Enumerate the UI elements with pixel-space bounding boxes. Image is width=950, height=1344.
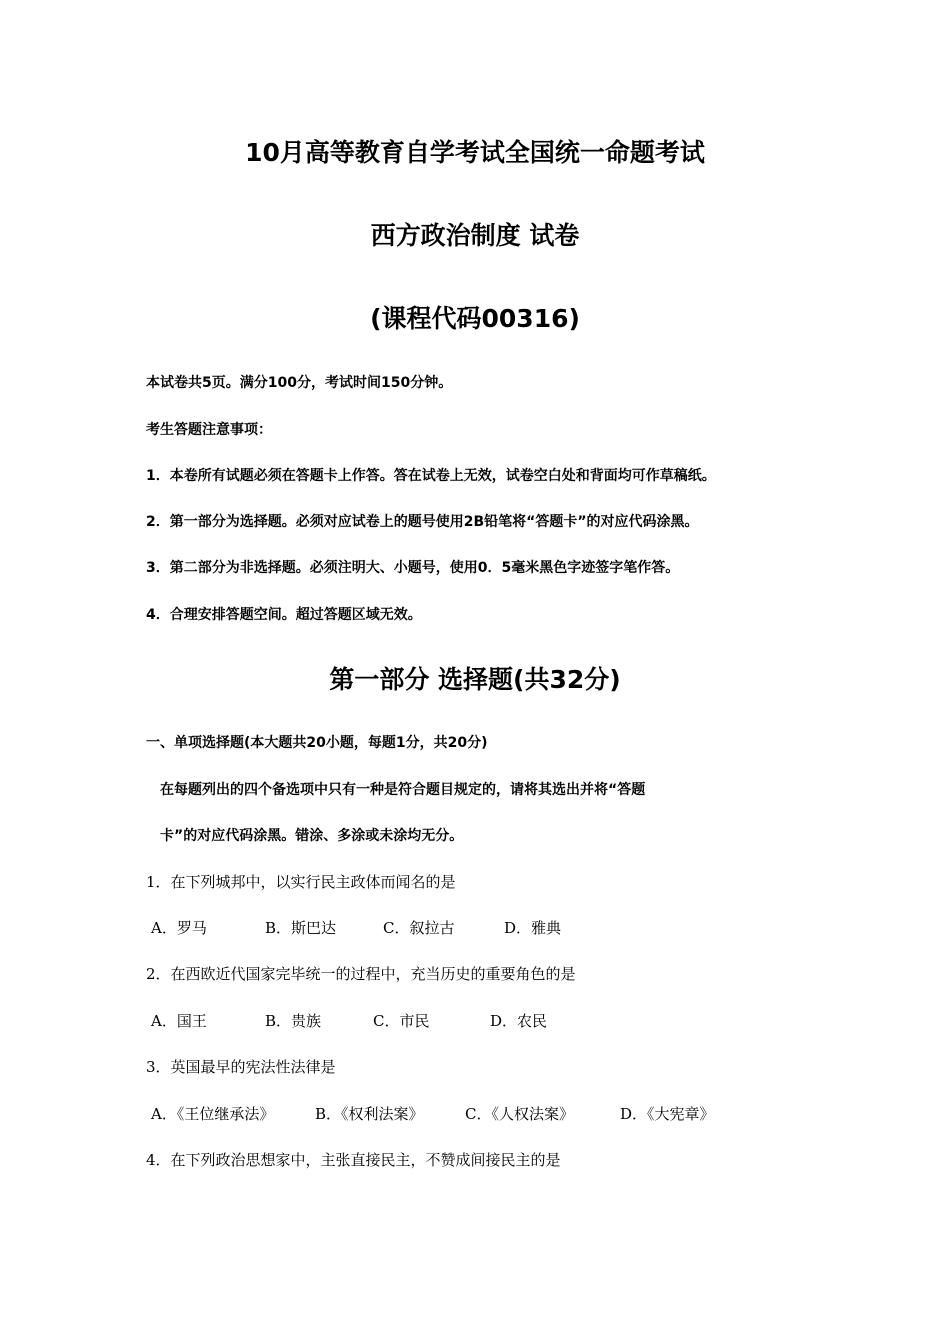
question-option: A．罗马	[151, 919, 207, 937]
question-option: B．《权利法案》	[315, 1105, 424, 1123]
question-option: D．雅典	[504, 919, 562, 937]
notice-item: 1．本卷所有试题必须在答题卡上作答。答在试卷上无效，试卷空白处和背面均可作草稿纸。	[146, 468, 716, 484]
course-code: (课程代码00316)	[370, 304, 580, 333]
question-option: D．农民	[490, 1012, 548, 1030]
section-instruction: 卡”的对应代码涂黑。错涂、多涂或未涂均无分。	[160, 828, 464, 844]
question-option: C．《人权法案》	[465, 1105, 574, 1123]
question-option: C．叙拉古	[383, 919, 455, 937]
part-heading: 第一部分 选择题(共32分)	[329, 665, 621, 694]
question-stem: 4．在下列政治思想家中，主张直接民主，不赞成间接民主的是	[146, 1151, 561, 1169]
question-option: B．贵族	[265, 1012, 322, 1030]
question-option: D．《大宪章》	[620, 1105, 715, 1123]
question-option: A．国王	[151, 1012, 207, 1030]
question-stem: 3．英国最早的宪法性法律是	[146, 1058, 336, 1076]
exam-title: 10月高等教育自学考试全国统一命题考试	[245, 138, 705, 167]
question-option: B．斯巴达	[265, 919, 337, 937]
question-option: C．市民	[373, 1012, 430, 1030]
section-heading: 一、单项选择题(本大题共20小题，每题1分，共20分)	[146, 735, 488, 751]
question-stem: 2．在西欧近代国家完毕统一的过程中，充当历史的重要角色的是	[146, 965, 576, 983]
question-stem: 1．在下列城邦中，以实行民主政体而闻名的是	[146, 873, 456, 891]
question-option: A．《王位继承法》	[151, 1105, 275, 1123]
section-instruction: 在每题列出的四个备选项中只有一种是符合题目规定的，请将其选出并将“答题	[160, 782, 646, 798]
notice-item: 3．第二部分为非选择题。必须注明大、小题号，使用0．5毫米黑色字迹签字笔作答。	[146, 560, 680, 576]
notice-item: 2．第一部分为选择题。必须对应试卷上的题号使用2B铅笔将“答题卡”的对应代码涂黑。	[146, 514, 699, 530]
notice-item: 4．合理安排答题空间。超过答题区域无效。	[146, 607, 422, 623]
exam-summary: 本试卷共5页。满分100分，考试时间150分钟。	[146, 375, 453, 391]
notice-heading: 考生答题注意事项：	[146, 422, 272, 438]
subject-title: 西方政治制度 试卷	[370, 221, 580, 250]
